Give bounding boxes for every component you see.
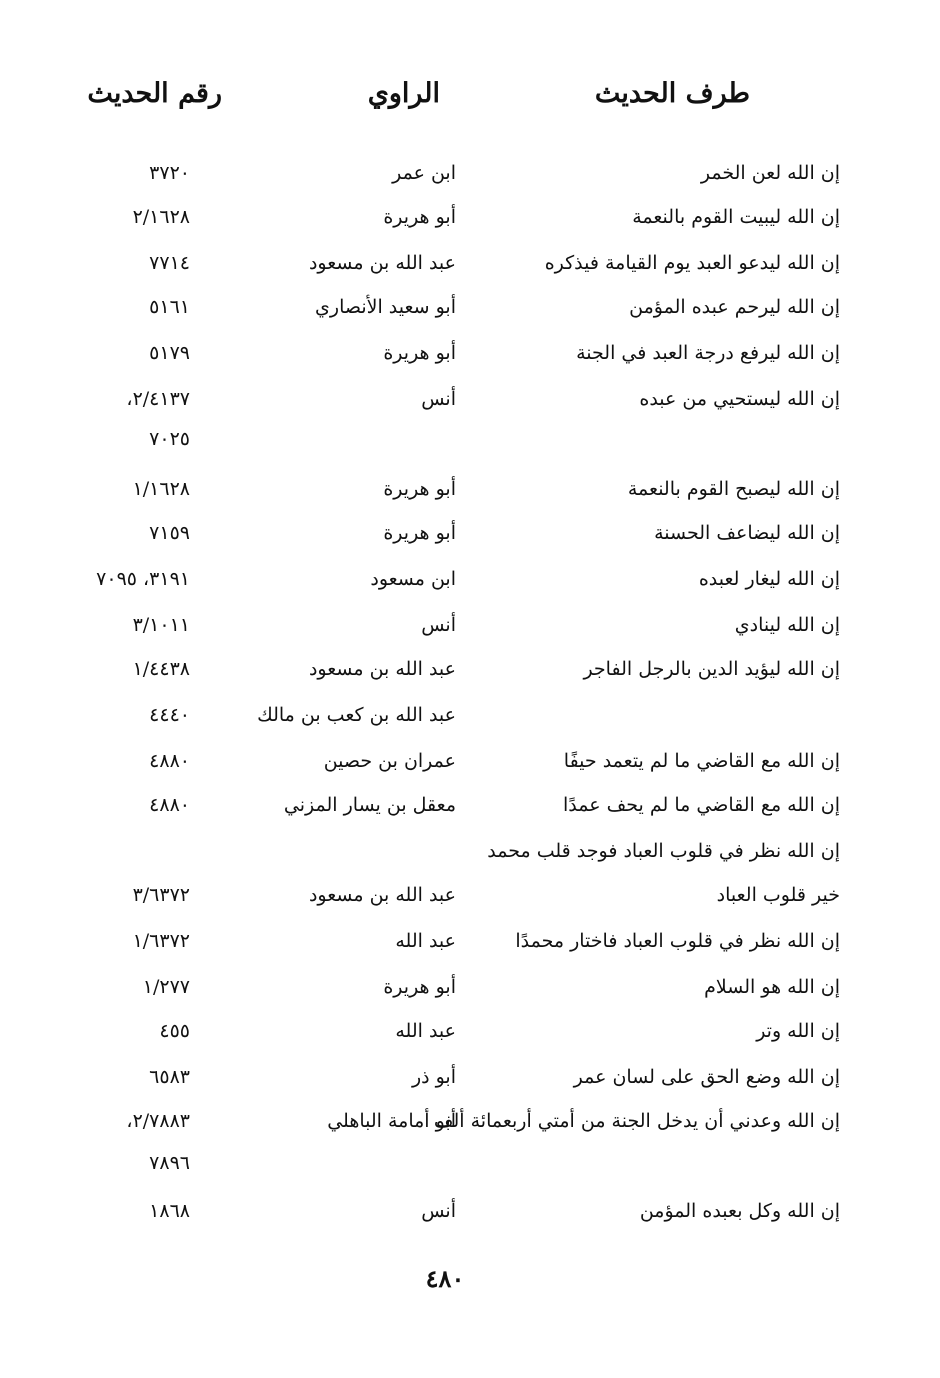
table-row [0,926,940,956]
hadith-text: إن الله هو السلام [704,976,840,998]
hadith-number: ٢/٧٨٨٣، [126,1110,190,1132]
hadith-text: إن الله ليؤيد الدين بالرجل الفاجر [583,658,840,680]
hadith-number: ٧٨٩٦ [149,1152,190,1174]
narrator-name: عبد الله بن مسعود [308,252,456,274]
hadith-number: ٢/١٦٢٨ [132,206,190,228]
hadith-text: إن الله ليضاعف الحسنة [654,522,840,544]
hadith-text: إن الله نظر في قلوب العباد فاختار محمدًا [515,930,840,952]
hadith-text: إن الله ليبيت القوم بالنعمة [632,206,840,228]
table-row [0,972,940,1002]
table-row [0,424,940,454]
table-row [0,202,940,232]
narrator-name: أنس [421,388,456,410]
table-row [0,338,940,368]
hadith-number: ٣١٩١، ٧٠٩٥ [96,568,190,590]
table-row [0,1016,940,1046]
hadith-text: إن الله وعدني أن يدخل الجنة من أمتي أربعمائة ألف [433,1110,840,1132]
narrator-name: أنس [421,614,456,636]
hadith-number: ٤٤٤٠ [149,704,190,726]
hadith-number: ٥١٧٩ [149,342,190,364]
hadith-number: ١/٦٣٧٢ [132,930,190,952]
hadith-number: ٤٨٨٠ [149,794,190,816]
table-row [0,158,940,188]
table-row [0,248,940,278]
hadith-text: إن الله ليرحم عبده المؤمن [629,296,840,318]
table-row [0,610,940,640]
table-row [0,1106,940,1136]
table-row [0,1196,940,1226]
narrator-name: ابن مسعود [370,568,456,590]
narrator-name: ابن عمر [392,162,456,184]
narrator-name: عبد الله بن مسعود [308,884,456,906]
table-row [0,518,940,548]
hadith-number: ٧٧١٤ [149,252,190,274]
narrator-name: أبو هريرة [383,976,456,998]
table-row [0,700,940,730]
table-row [0,880,940,910]
column-header-narrator: الراوي [367,78,440,109]
hadith-text: إن الله ليصبح القوم بالنعمة [627,478,840,500]
hadith-text: إن الله ليستحيي من عبده [639,388,840,410]
column-header-number: رقم الحديث [87,78,222,109]
hadith-text: إن الله وكل بعبده المؤمن [639,1200,840,1222]
hadith-number: ١٨٦٨ [149,1200,190,1222]
hadith-number: ٧١٥٩ [149,522,190,544]
narrator-name: أبو أمامة الباهلي [327,1110,456,1132]
hadith-text: إن الله ليدعو العبد يوم القيامة فيذكره [544,252,840,274]
narrator-name: عمران بن حصين [323,750,456,772]
table-row [0,790,940,820]
narrator-name: عبد الله [395,930,456,952]
hadith-text: إن الله ليغار لعبده [698,568,840,590]
table-row [0,292,940,322]
narrator-name: أبو هريرة [383,206,456,228]
hadith-number: ٥١٦١ [149,296,190,318]
hadith-text: إن الله مع القاضي ما لم يتعمد حيفًا [563,750,840,772]
hadith-text: إن الله وضع الحق على لسان عمر [573,1066,840,1088]
narrator-name: عبد الله بن مسعود [308,658,456,680]
hadith-number: ٣/٦٣٧٢ [132,884,190,906]
hadith-number: ٣/١٠١١ [132,614,190,636]
narrator-name: أنس [421,1200,456,1222]
hadith-text: إن الله نظر في قلوب العباد فوجد قلب محمد [487,840,840,862]
table-row [0,654,940,684]
narrator-name: أبو سعيد الأنصاري [315,296,456,318]
hadith-number: ٢/٤١٣٧، [126,388,190,410]
narrator-name: معقل بن يسار المزني [283,794,456,816]
narrator-name: عبد الله [395,1020,456,1042]
hadith-number: ١/٤٤٣٨ [132,658,190,680]
hadith-number: ٧٠٢٥ [149,428,190,450]
hadith-text: إن الله لينادي [734,614,840,636]
hadith-text: خير قلوب العباد [716,884,840,906]
narrator-name: عبد الله بن كعب بن مالك [257,704,456,726]
narrator-name: أبو هريرة [383,478,456,500]
table-row [0,746,940,776]
page-number: ٤٨٠ [425,1264,465,1293]
hadith-text: إن الله وتر [756,1020,840,1042]
hadith-text: إن الله مع القاضي ما لم يحف عمدًا [563,794,840,816]
hadith-number: ١/٢٧٧ [142,976,190,998]
hadith-number: ٦٥٨٣ [149,1066,190,1088]
table-row [0,384,940,414]
hadith-number: ٤٨٨٠ [149,750,190,772]
hadith-number: ٤٥٥ [159,1020,190,1042]
table-row [0,1062,940,1092]
hadith-text: إن الله ليرفع درجة العبد في الجنة [576,342,840,364]
column-header-hadith: طرف الحديث [594,78,750,109]
hadith-number: ٣٧٢٠ [149,162,190,184]
narrator-name: أبو ذر [411,1066,456,1088]
hadith-number: ١/١٦٢٨ [132,478,190,500]
narrator-name: أبو هريرة [383,522,456,544]
table-row [0,564,940,594]
table-row [0,1148,940,1178]
table-row [0,836,940,866]
narrator-name: أبو هريرة [383,342,456,364]
hadith-text: إن الله لعن الخمر [700,162,840,184]
table-row [0,474,940,504]
